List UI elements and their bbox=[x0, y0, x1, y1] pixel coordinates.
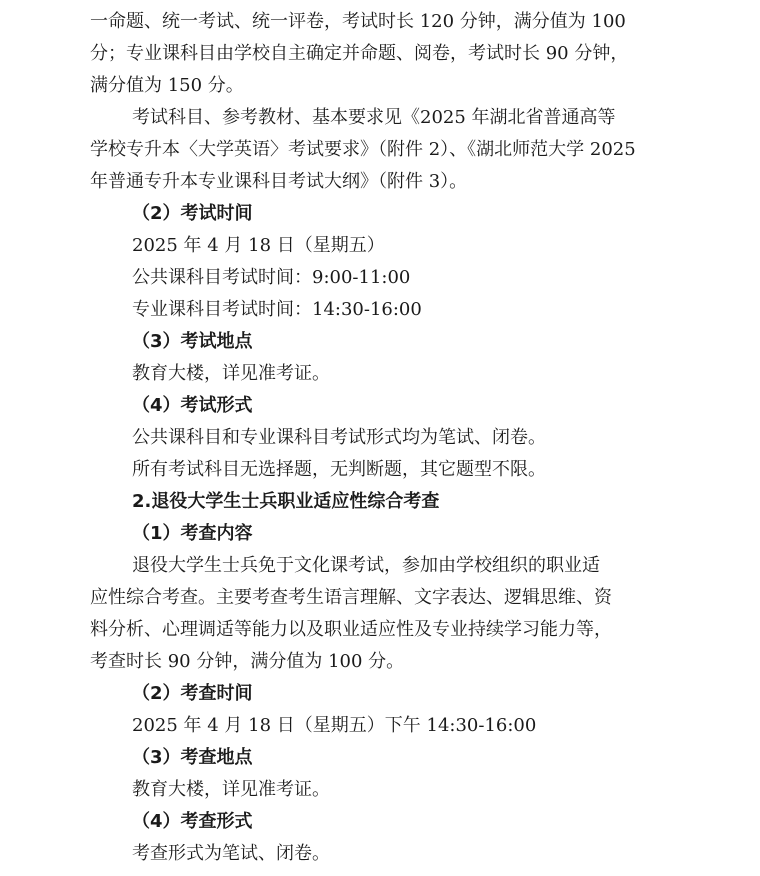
section-heading: （3）考试地点 bbox=[132, 331, 253, 352]
paragraph-line: 公共课科目考试时间：9:00-11:00 bbox=[132, 267, 411, 288]
paragraph-line: 应性综合考查。主要考查考生语言理解、文字表达、逻辑思维、资 bbox=[90, 587, 612, 608]
paragraph-line: 退役大学生士兵免于文化课考试，参加由学校组织的职业适 bbox=[132, 555, 600, 576]
paragraph-line: 公共课科目和专业课科目考试形式均为笔试、闭卷。 bbox=[132, 427, 546, 448]
paragraph-line: 考查时长 90 分钟，满分值为 100 分。 bbox=[90, 651, 405, 672]
section-heading: （2）考查时间 bbox=[132, 683, 253, 704]
paragraph-line: 料分析、心理调适等能力以及职业适应性及专业持续学习能力等， bbox=[90, 619, 612, 640]
paragraph-line: 考查形式为笔试、闭卷。 bbox=[132, 843, 330, 864]
paragraph-line: 一命题、统一考试、统一评卷，考试时长 120 分钟，满分值为 100 bbox=[90, 11, 626, 32]
section-title: 2.退役大学生士兵职业适应性综合考查 bbox=[132, 491, 440, 512]
paragraph-line: 考试科目、参考教材、基本要求见《2025 年湖北省普通高等 bbox=[132, 107, 616, 128]
section-heading: （4）考试形式 bbox=[132, 395, 253, 416]
paragraph-line: 2025 年 4 月 18 日（星期五）下午 14:30-16:00 bbox=[132, 715, 537, 736]
paragraph-line: 所有考试科目无选择题，无判断题，其它题型不限。 bbox=[132, 459, 546, 480]
paragraph-line: 满分值为 150 分。 bbox=[90, 75, 244, 96]
paragraph-line: 年普通专升本专业课科目考试大纲》（附件 3）。 bbox=[90, 171, 468, 192]
paragraph-line: 教育大楼，详见准考证。 bbox=[132, 779, 330, 800]
paragraph-line: 分；专业课科目由学校自主确定并命题、阅卷，考试时长 90 分钟， bbox=[90, 43, 629, 64]
paragraph-line: 学校专升本〈大学英语〉考试要求》（附件 2）、《湖北师范大学 2025 bbox=[90, 139, 636, 160]
section-heading: （3）考查地点 bbox=[132, 747, 253, 768]
section-heading: （4）考查形式 bbox=[132, 811, 253, 832]
paragraph-line: 专业课科目考试时间：14:30-16:00 bbox=[132, 299, 422, 320]
section-heading: （1）考查内容 bbox=[132, 523, 253, 544]
paragraph-line: 教育大楼，详见准考证。 bbox=[132, 363, 330, 384]
paragraph-line: 2025 年 4 月 18 日（星期五） bbox=[132, 235, 385, 256]
section-heading: （2）考试时间 bbox=[132, 203, 253, 224]
